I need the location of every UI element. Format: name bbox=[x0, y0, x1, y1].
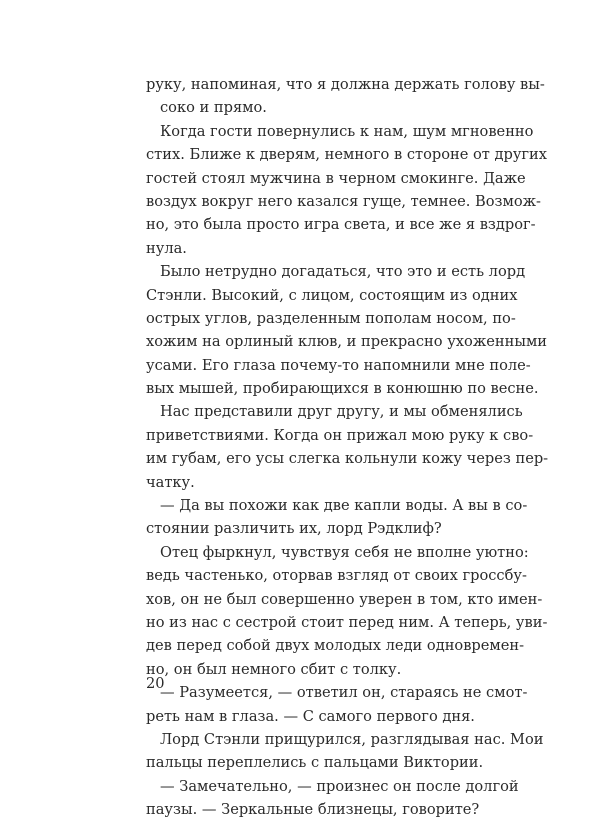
text-line: чатку. bbox=[146, 473, 195, 491]
text-line: хожим на орлиный клюв, и прекрасно ухоженными bbox=[146, 333, 548, 351]
text-line: пальцы переплелись с пальцами Виктории. bbox=[146, 754, 484, 772]
text-line: Стэнли. Высокий, с лицом, состоящим из одних bbox=[146, 286, 518, 304]
text-line: но, это была просто игра света, и все же я вздрог- bbox=[146, 216, 536, 234]
text-line: вых мышей, пробирающихся в конюшню по весне. bbox=[146, 380, 539, 398]
text-line: Было нетрудно догадаться, что это и есть лорд bbox=[160, 263, 526, 281]
text-line: Лорд Стэнли прищурился, разглядывая нас. Мои bbox=[160, 730, 544, 748]
text-line: но, он был немного сбит с толку. bbox=[146, 660, 402, 678]
text-line: острых углов, разделенным пополам носом, по- bbox=[146, 309, 516, 327]
text-line: но из нас с сестрой стоит перед ним. А теперь, уви- bbox=[146, 613, 548, 631]
text-line: Когда гости повернулись к нам, шум мгновенно bbox=[160, 122, 534, 140]
text-line: реть нам в глаза. — С самого первого дня. bbox=[146, 707, 475, 725]
page-number: 20 bbox=[146, 675, 165, 692]
text-line: Нас представили друг другу, и мы обменялись bbox=[160, 403, 523, 421]
text-line: стих. Ближе к дверям, немного в стороне от других bbox=[146, 146, 548, 164]
text-line: ведь частенько, оторвав взгляд от своих гроссбу- bbox=[146, 567, 527, 585]
text-line: — Замечательно, — произнес он после долгой bbox=[160, 777, 519, 795]
text-line: соко и прямо. bbox=[160, 99, 267, 117]
text-line: воздух вокруг него казался гуще, темнее. Возмож- bbox=[146, 192, 541, 210]
text-line: приветствиями. Когда он прижал мою руку к сво- bbox=[146, 426, 534, 444]
page-body bbox=[146, 73, 549, 822]
text-line: дев перед собой двух молодых леди одновремен- bbox=[146, 637, 525, 655]
text-line: руку, напоминая, что я должна держать голову вы- bbox=[146, 76, 545, 93]
text-line: им губам, его усы слегка кольнули кожу через пер- bbox=[146, 450, 549, 468]
text-line: Отец фыркнул, чувствуя себя не вполне уютно: bbox=[160, 543, 529, 561]
text-line: усами. Его глаза почему-то напомнили мне поле- bbox=[146, 356, 531, 374]
text-line: стоянии различить их, лорд Рэдклиф? bbox=[146, 520, 442, 538]
text-line: хов, он не был совершенно уверен в том, кто имен- bbox=[146, 590, 543, 608]
text-line: — Разумеется, — ответил он, стараясь не смот- bbox=[160, 684, 528, 702]
text-line: — Да вы похожи как две капли воды. А вы в со- bbox=[160, 497, 528, 515]
text-line: гостей стоял мужчина в черном смокинге. Даже bbox=[146, 169, 526, 187]
text-line: паузы. — Зеркальные близнецы, говорите? bbox=[146, 801, 480, 819]
text-line: нула. bbox=[146, 239, 187, 257]
